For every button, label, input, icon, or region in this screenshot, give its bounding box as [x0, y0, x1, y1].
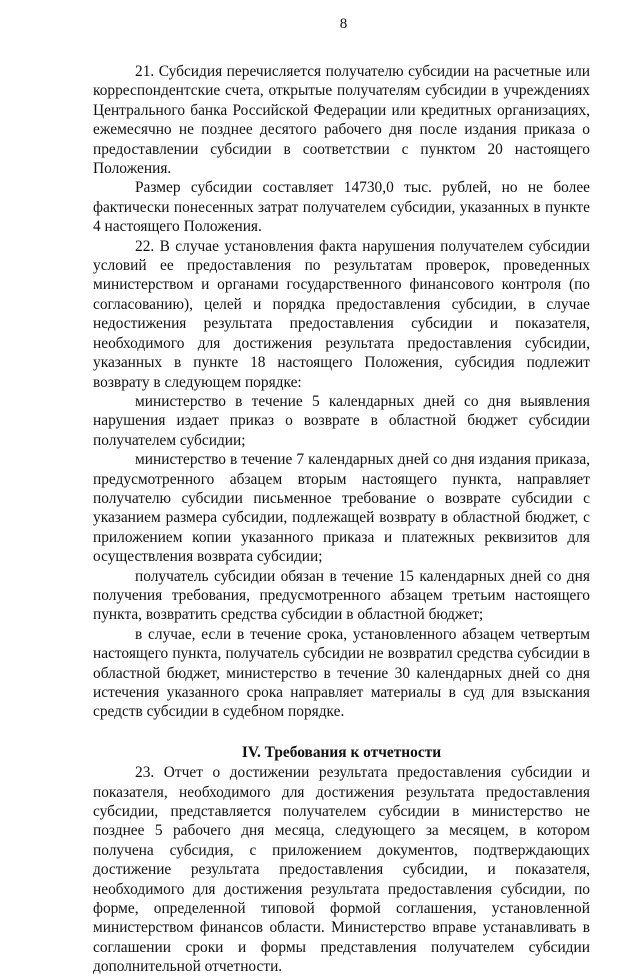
paragraph-22-item-1: министерство в течение 5 календарных дней со дня выявления нарушения издает приказ о возврате в областной бюджет субсидии получателем субсидии;	[93, 392, 590, 449]
paragraph-22-item-3: получатель субсидии обязан в течение 15 календарных дней со дня получения требования, предусмотренного абзацем третьим настоящего пункта, возвратить средства субсидии в областной бюджет;	[93, 567, 590, 624]
section-title: IV. Требования к отчетности	[241, 743, 442, 761]
paragraph-21: 21. Субсидия перечисляется получателю субсидии на расчетные или корреспондентские счета, открытые получателям субсидии в учреждениях Центрального банка Российской Федерации или кредитных организациях, ежемесячно не позднее десятого рабочего дня после издания приказа о предоставлении субсидии в соответствии с пунктом 20 настоящего Положения.	[93, 63, 590, 178]
paragraph-22-item-4: в случае, если в течение срока, установленного абзацем четвертым настоящего пункта, получатель субсидии не возвратил средства субсидии в областной бюджет, министерство в течение 30 календарных дней со дня истечения указанного срока направляет материалы в суд для взыскания средств субсидии в судебном порядке.	[93, 625, 590, 721]
paragraph-subsidy-amount: Размер субсидии составляет 14730,0 тыс. рублей, но не более фактически понесенных затрат получателем субсидии, указанных в пункте 4 настоящего Положения.	[93, 179, 590, 236]
page-number: 8	[339, 16, 348, 32]
paragraph-22: 22. В случае установления факта нарушения получателем субсидии условий ее предоставления по результатам проверок, проведенных министерством и органами государственного финансового контроля (по согласованию), целей и порядка предоставления субсидии, в случае недостижения результата предоставления субсидии и показателя, необходимого для достижения результата предоставления субсидии, указанных в пункте 18 настоящего Положения, субсидия подлежит возврату в следующем порядке:	[93, 237, 590, 391]
paragraph-23: 23. Отчет о достижении результата предоставления субсидии и показателя, необходимого для достижения результата предоставления субсидии, представляется получателем субсидии в министерство не позднее 5 рабочего дня месяца, следующего за месяцем, в котором получена субсидия, с приложением документов, подтверждающих достижение результата предоставления субсидии, и показателя, необходимого для достижения результата предоставления субсидии, по форме, определенной типовой формой соглашения, установленной министерством финансов области. Министерство вправе устанавливать в соглашении сроки и формы представления получателем субсидии дополнительной отчетности.	[93, 764, 590, 976]
paragraph-22-item-2: министерство в течение 7 календарных дней со дня издания приказа, предусмотренного абзацем вторым настоящего пункта, направляет получателю субсидии письменное требование о возврате субсидии с указанием размера субсидии, подлежащей возврату в областной бюджет, с приложением копии указанного приказа и платежных реквизитов для осуществления возврата субсидии;	[93, 451, 590, 566]
